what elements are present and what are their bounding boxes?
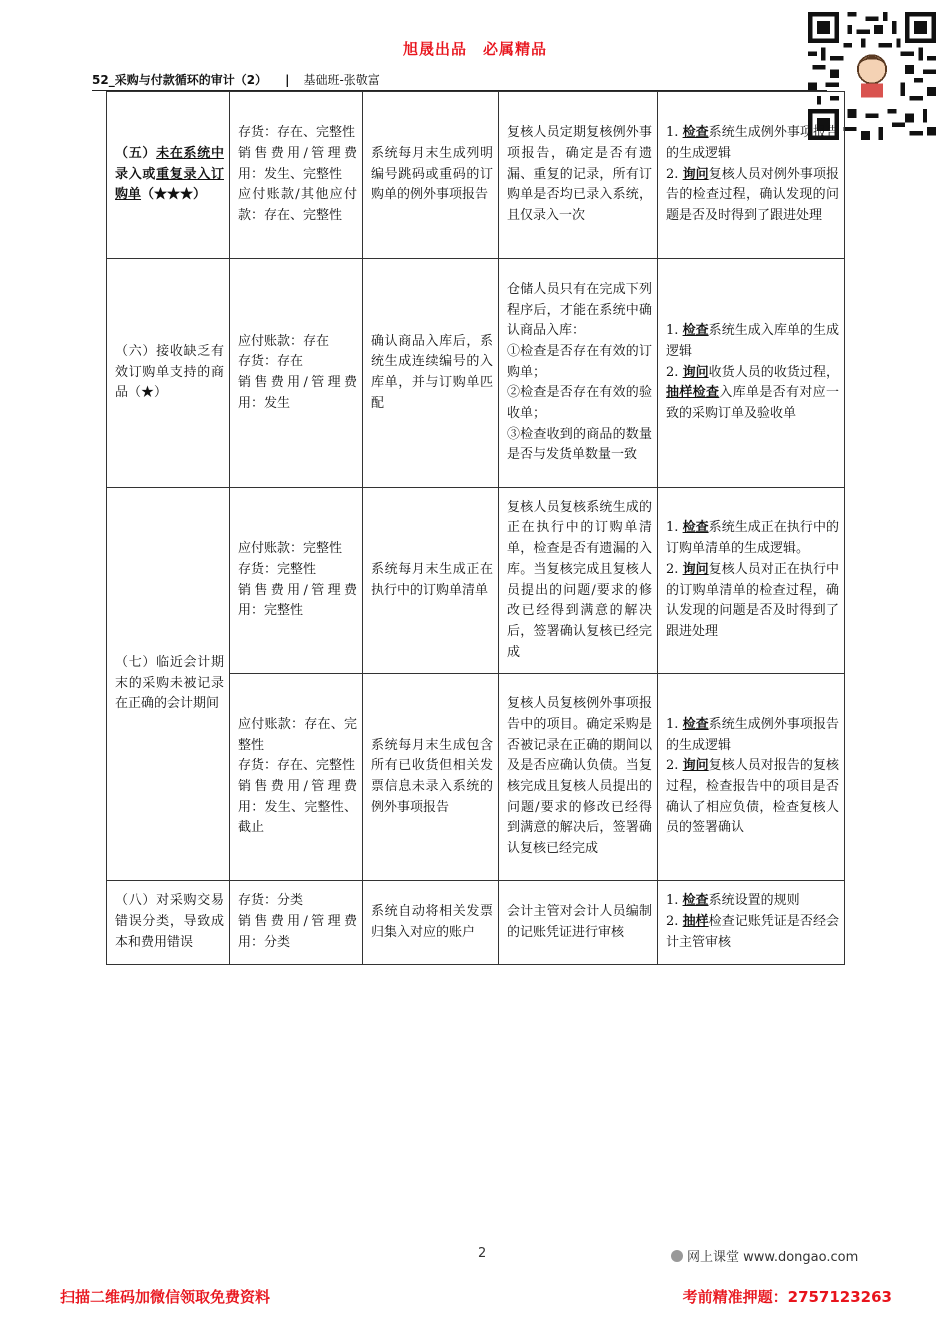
risk-cell: （五）未在系统中录入或重复录入订购单（★★★） bbox=[107, 92, 230, 259]
manual-control-cell: 复核人员定期复核例外事项报告，确定是否有遗漏、重复的记录，所有订购单是否均已录入系统，且仅录入一次 bbox=[499, 92, 658, 259]
footer-brand: 网上课堂 www.dongao.com bbox=[671, 1246, 858, 1265]
header-title: 52_采购与付款循环的审计（2） bbox=[92, 73, 268, 87]
control-test-cell: 1. 检查系统生成例外事项报告的生成逻辑 2. 询问复核人员对例外事项报告的检查过程，确认发现的问题是否及时得到了跟进处理 bbox=[658, 92, 845, 259]
manual-control-cell: 仓储人员只有在完成下列程序后，才能在系统中确认商品入库： ①检查是否存在有效的订购单； ②检查是否存在有效的验收单； ③检查收到的商品的数量是否与发货单数量一致 bbox=[499, 259, 658, 488]
manual-control-cell: 复核人员复核系统生成的正在执行中的订购单清单，检查是否有遗漏的入库。当复核完成且复核人员提出的问题/要求的修改已经得到满意的解决后，签署确认复核已经完成 bbox=[499, 488, 658, 674]
manual-control-cell: 会计主管对会计人员编制的记账凭证进行审核 bbox=[499, 881, 658, 965]
header-separator: | bbox=[285, 73, 290, 87]
header-subtitle: 基础班-张敬富 bbox=[303, 73, 380, 87]
dongao-logo-icon bbox=[671, 1250, 683, 1262]
auto-control-cell: 系统每月末生成正在执行中的订购单清单 bbox=[363, 488, 499, 674]
table-row bbox=[107, 259, 845, 488]
control-test-cell: 1. 检查系统生成入库单的生成逻辑 2. 询问收货人员的收货过程，抽样检查入库单是否有对应一致的采购订单及验收单 bbox=[658, 259, 845, 488]
auto-control-cell: 系统自动将相关发票归集入对应的账户 bbox=[363, 881, 499, 965]
top-banner: 旭晟出品 必属精品 bbox=[402, 40, 547, 58]
assertion-cell: 应付账款：存在、完整性 存货：存在、完整性 销售费用/管理费用：发生、完整性、截止 bbox=[230, 674, 363, 881]
assertion-cell: 存货：存在、完整性 销售费用/管理费用：发生、完整性 应付账款/其他应付款：存在、完整性 bbox=[230, 92, 363, 259]
assertion-cell: 应付账款：完整性 存货：完整性 销售费用/管理费用：完整性 bbox=[230, 488, 363, 674]
control-table bbox=[106, 91, 845, 965]
auto-control-cell: 确认商品入库后，系统生成连续编号的入库单，并与订购单匹配 bbox=[363, 259, 499, 488]
assertion-cell: 存货：分类 销售费用/管理费用：分类 bbox=[230, 881, 363, 965]
bottom-right-note: 考前精准押题：2757123263 bbox=[682, 1288, 892, 1306]
auto-control-cell: 系统每月末生成包含所有已收货但相关发票信息未录入系统的例外事项报告 bbox=[363, 674, 499, 881]
table-row bbox=[107, 881, 845, 965]
risk-cell: （七）临近会计期末的采购未被记录在正确的会计期间 bbox=[107, 488, 230, 881]
control-test-cell: 1. 检查系统设置的规则 2. 抽样检查记账凭证是否经会计主管审核 bbox=[658, 881, 845, 965]
control-test-cell: 1. 检查系统生成例外事项报告的生成逻辑 2. 询问复核人员对报告的复核过程，检查报告中的项目是否确认了相应负债，检查复核人员的签署确认 bbox=[658, 674, 845, 881]
manual-control-cell: 复核人员复核例外事项报告中的项目。确定采购是否被记录在正确的期间以及是否应确认负债。当复核完成且复核人员提出的问题/要求的修改已经得到满意的解决后，签署确认复核已经完成 bbox=[499, 674, 658, 881]
assertion-cell: 应付账款：存在 存货：存在 销售费用/管理费用：发生 bbox=[230, 259, 363, 488]
risk-cell: （六）接收缺乏有效订购单支持的商品（★） bbox=[107, 259, 230, 488]
bottom-left-note: 扫描二维码加微信领取免费资料 bbox=[60, 1288, 271, 1306]
page-header bbox=[92, 71, 827, 91]
table-row bbox=[107, 92, 845, 259]
control-test-cell: 1. 检查系统生成正在执行中的订购单清单的生成逻辑。 2. 询问复核人员对正在执行中的订购单清单的检查过程，确认发现的问题是否及时得到了跟进处理 bbox=[658, 488, 845, 674]
risk-cell: （八）对采购交易错误分类，导致成本和费用错误 bbox=[107, 881, 230, 965]
auto-control-cell: 系统每月末生成列明编号跳码或重码的订购单的例外事项报告 bbox=[363, 92, 499, 259]
table-row bbox=[107, 488, 845, 674]
page-number: 2 bbox=[478, 1246, 487, 1261]
